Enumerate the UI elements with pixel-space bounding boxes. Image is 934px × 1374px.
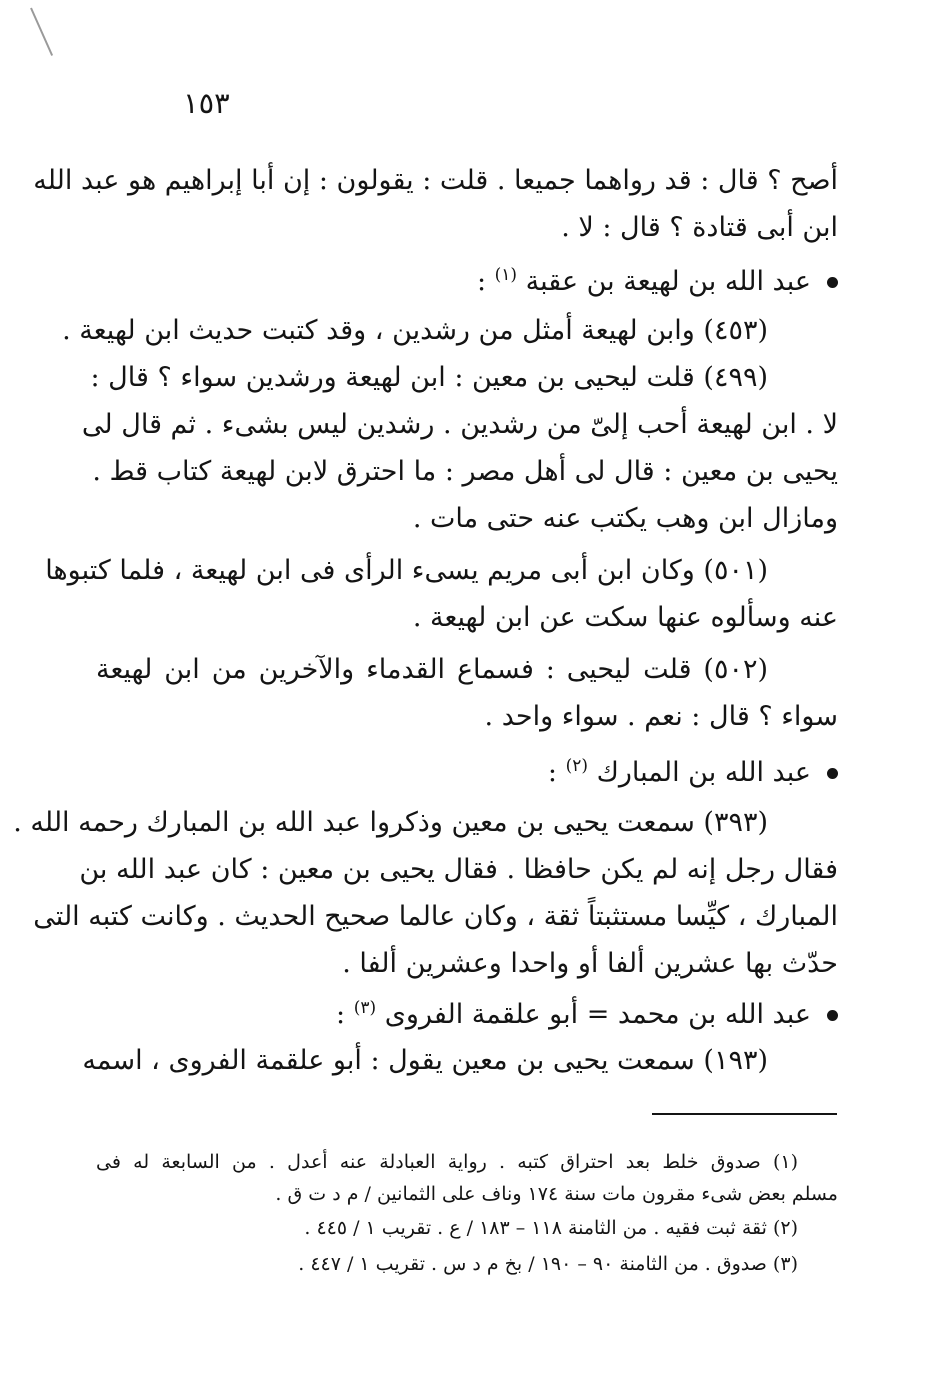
footnote-marker: (١) <box>494 265 518 285</box>
text-line: ابن أبى قتادة ؟ قال : لا . <box>561 212 838 243</box>
text-line: (٥٠١) وكان ابن أبى مريم يسىء الرأى فى ابن لهيعة ، فلما كتبوها <box>45 555 768 586</box>
heading-text: عبد الله بن محمد = أبو علقمة الفروى <box>384 999 811 1030</box>
heading-colon: : <box>336 999 346 1030</box>
bullet-icon <box>827 768 838 779</box>
scan-artifact-mark <box>30 8 53 56</box>
section-heading <box>96 748 838 791</box>
bullet-icon <box>827 1010 838 1021</box>
section-heading <box>96 257 838 300</box>
footnote-line: مسلم بعض شىء مقرون مات سنة ١٧٤ وناف على الثمانين / م د ت ق . <box>275 1183 838 1205</box>
text-line: (٣٩٣) سمعت يحيى بن معين وذكروا عبد الله بن المبارك رحمه الله . <box>13 807 768 838</box>
bullet-icon <box>827 277 838 288</box>
text-line: (٤٥٣) وابن لهيعة أمثل من رشدين ، وقد كتبت حديث ابن لهيعة . <box>62 315 768 346</box>
page-number: ١٥٣ <box>183 86 230 120</box>
text-line: ومازال ابن وهب يكتب عنه حتى مات . <box>412 503 838 534</box>
heading-text: عبد الله بن المبارك <box>596 757 811 788</box>
footnote-line: (١) صدوق خلط بعد احتراق كتبه . رواية العبادلة عنه أعدل . من السابعة له فى <box>96 1151 798 1173</box>
text-line: أصح ؟ قال : قد رواهما جميعا . قلت : يقولون : إن أبا إبراهيم هو عبد الله <box>33 165 838 196</box>
footnote-separator <box>652 1113 837 1115</box>
text-line: حدّث بها عشرين ألفا أو واحدا وعشرين ألفا . <box>342 948 838 979</box>
heading-text: عبد الله بن لهيعة بن عقبة <box>525 266 811 297</box>
text-line: (٥٠٢) قلت ليحيى : فسماع القدماء والآخرين من ابن لهيعة <box>96 654 768 685</box>
heading-colon: : <box>476 266 487 297</box>
text-line: (١٩٣) سمعت يحيى بن معين يقول : أبو علقمة الفروى ، اسمه <box>82 1045 768 1076</box>
text-line: فقال رجل إنه لم يكن حافظا . فقال يحيى بن معين : كان عبد الله بن <box>79 854 838 885</box>
text-line: لا . ابن لهيعة أحب إلىّ من رشدين . رشدين ليس بشىء . ثم قال لى <box>81 409 838 440</box>
footnote-marker: (٣) <box>353 998 377 1018</box>
text-line: سواء ؟ قال : نعم . سواء واحد . <box>484 701 838 732</box>
footnote-line: (٢) ثقة ثبت فقيه . من الثامنة ١١٨ – ١٨٣ / ع . تقريب ١ / ٤٤٥ . <box>304 1217 798 1239</box>
heading-colon: : <box>547 757 557 788</box>
footnote-line: (٣) صدوق . من الثامنة ٩٠ – ١٩٠ / بخ م د س . تقريب ١ / ٤٤٧ . <box>298 1253 798 1275</box>
footnote-marker: (٢) <box>565 756 588 776</box>
text-line: المبارك ، كيِّسا مستثبتاً ثقة ، وكان عالما صحيح الحديث . وكانت كتبه التى <box>33 901 838 932</box>
text-line: عنه وسألوه عنها سكت عن ابن لهيعة . <box>412 602 838 633</box>
section-heading <box>96 990 838 1033</box>
text-line: يحيى بن معين : قال لى أهل مصر : ما احترق لابن لهيعة كتاب قط . <box>92 456 838 487</box>
text-line: (٤٩٩) قلت ليحيى بن معين : ابن لهيعة ورشدين سواء ؟ قال : <box>90 362 768 393</box>
